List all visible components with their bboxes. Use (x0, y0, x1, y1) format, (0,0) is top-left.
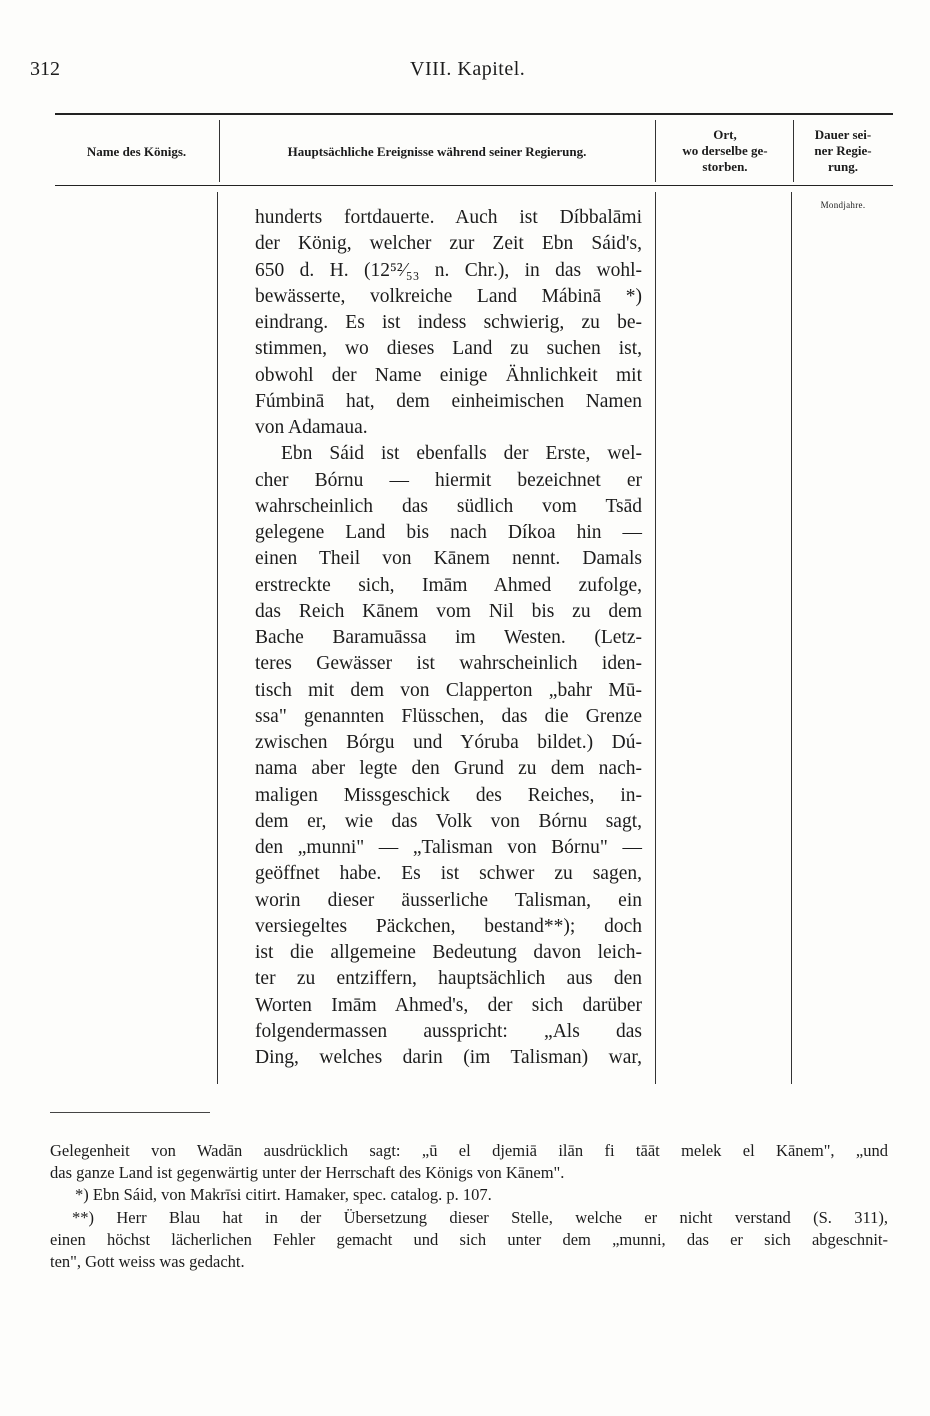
text-line: ssa" genannten Flüsschen, das die Grenze (255, 705, 642, 727)
text-line: gelegene Land bis nach Díkoa hin — (255, 522, 642, 543)
text-line: dem er, wie das Volk von Bórnu sagt, (255, 810, 642, 832)
footnotes (50, 1140, 888, 1273)
unit-mondjahre: Mondjahre. (820, 200, 866, 210)
text-line: bewässerte, volkreiche Land Mábinā *) (255, 285, 642, 307)
text-line: Ebn Sáid ist ebenfalls der Erste, wel- (281, 443, 642, 465)
text-line: der König, welcher zur Zeit Ebn Sáid's, (255, 233, 642, 255)
footnote-line: das ganze Land ist gegenwärtig unter der Herrschaft des Königs von Kānem". (50, 1163, 565, 1183)
header-divider-1 (219, 120, 220, 182)
header-dauer (796, 127, 890, 175)
header-name-des-koenigs: Name des Königs. (86, 144, 187, 159)
header-ereignisse: Hauptsächliche Ereignisse während seiner Regierung. (287, 144, 587, 159)
text-line: nama aber legte den Grund zu dem nach- (255, 758, 642, 780)
text-line: cher Bórnu — hiermit bezeichnet er (255, 469, 642, 491)
text-line: eindrang. Es ist indess schwierig, zu be- (255, 312, 642, 333)
text-line: ist die allgemeine Bedeutung davon leich- (255, 942, 642, 963)
text-line: geöffnet habe. Es ist schwer zu sagen, (255, 863, 642, 885)
body-divider-2 (655, 192, 656, 1084)
header-divider-2 (655, 120, 656, 182)
footnote-line: Gelegenheit von Wadān ausdrücklich sagt: „ū el djemiā ilān fi tāāt melek el Kānem", „und (50, 1141, 888, 1160)
text-line: 650 d. H. (12⁵²⁄₅₃ n. Chr.), in das wohl- (255, 259, 642, 281)
header-ort-line-1: Ort, (713, 127, 737, 142)
header-ort-line-2: wo derselbe ge- (682, 143, 768, 158)
footnote-line: **) Herr Blau hat in der Übersetzung dieser Stelle, welche er nicht verstand (S. 311), (72, 1207, 888, 1227)
text-line: folgendermassen ausspricht: „Als das (255, 1020, 642, 1042)
text-line: von Adamaua. (255, 417, 368, 438)
main-text-column (255, 205, 642, 1071)
text-line: Fúmbinā hat, dem einheimischen Namen (255, 390, 642, 412)
text-line: stimmen, wo dieses Land zu suchen ist, (255, 338, 642, 360)
footnote-line: ten", Gott weiss was gedacht. (50, 1251, 245, 1271)
text-line: hunderts fortdauerte. Auch ist Díbbalāmi (255, 207, 642, 228)
footnote-line: *) Ebn Sáid, von Makrīsi citirt. Hamaker, spec. catalog. p. 107. (75, 1185, 492, 1205)
text-line: erstreckte sich, Imām Ahmed zufolge, (255, 574, 642, 596)
text-line: worin dieser äusserliche Talisman, ein (255, 889, 642, 911)
header-bottom-rule (55, 185, 893, 186)
text-line: teres Gewässer ist wahrscheinlich iden- (255, 653, 642, 675)
text-line: das Reich Kānem vom Nil bis zu dem (255, 600, 642, 622)
footnote-rule (50, 1112, 210, 1113)
text-line: Ding, welches darin (im Talisman) war, (255, 1047, 642, 1068)
body-divider-1 (217, 192, 218, 1084)
page-number: 312 (30, 58, 60, 80)
header-divider-3 (793, 120, 794, 182)
text-line: ter zu entziffern, hauptsächlich aus den (255, 968, 642, 990)
running-head: VIII. Kapitel. (410, 58, 526, 80)
text-line: Bache Baramuāssa im Westen. (Letz- (255, 627, 642, 648)
header-dauer-line-2: ner Regie- (814, 143, 872, 158)
body-divider-3 (791, 192, 792, 1084)
text-line: den „munni" — „Talisman von Bórnu" — (255, 837, 642, 858)
header-top-rule (55, 113, 893, 115)
header-dauer-line-1: Dauer sei- (814, 127, 872, 142)
header-ort-line-3: storben. (702, 159, 748, 174)
text-line: Worten Imām Ahmed's, der sich darüber (255, 994, 642, 1016)
header-dauer-line-3: rung. (828, 159, 858, 174)
text-line: versiegeltes Päckchen, bestand**); doch (255, 915, 642, 937)
text-line: maligen Missgeschick des Reiches, in- (255, 784, 642, 806)
header-ort (658, 127, 792, 175)
text-line: einen Theil von Kānem nennt. Damals (255, 548, 642, 570)
text-line: zwischen Bórgu und Yóruba bildet.) Dú- (255, 732, 642, 753)
text-line: tisch mit dem von Clapperton „bahr Mū- (255, 679, 642, 701)
text-line: wahrscheinlich das südlich vom Tsād (255, 495, 642, 517)
footnote-line: einen höchst lächerlichen Fehler gemacht und sich unter dem „munni, das er sich abgeschnit- (50, 1229, 888, 1249)
text-line: obwohl der Name einige Ähnlichkeit mit (255, 364, 642, 386)
